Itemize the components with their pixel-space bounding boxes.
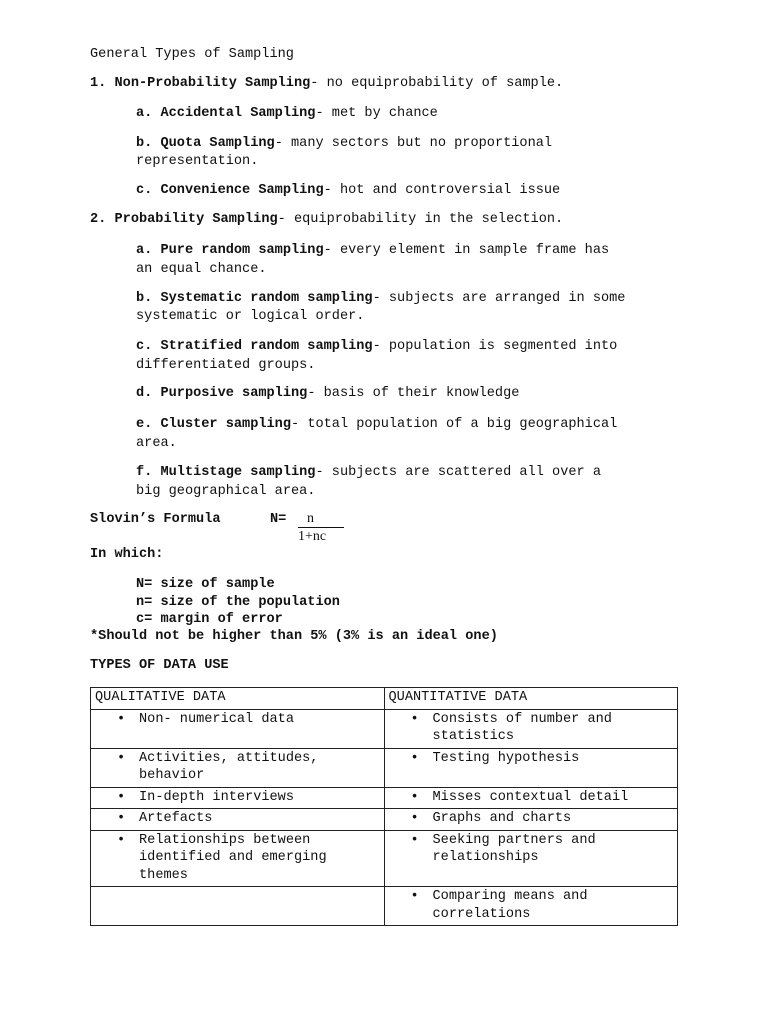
- table-cell: • Relationships between identified and emerging themes: [91, 830, 385, 887]
- data-types-table: [90, 687, 678, 926]
- section-1-title: Non-Probability Sampling: [114, 76, 311, 91]
- section-2-heading: [90, 212, 563, 227]
- bullet-icon: •: [117, 811, 126, 826]
- table-cell: • Artefacts: [91, 809, 385, 831]
- slovin-note: *Should not be higher than 5% (3% is an ideal one): [90, 629, 498, 644]
- page-title: [90, 47, 294, 62]
- definition-item: c= margin of error: [136, 612, 283, 627]
- table-cell: • Non- numerical data: [91, 709, 385, 748]
- item-desc: - basis of their knowledge: [307, 386, 520, 401]
- in-which-label: In which:: [90, 547, 164, 562]
- bullet-icon: •: [410, 811, 419, 826]
- bullet-icon: •: [117, 711, 126, 727]
- types-heading: TYPES OF DATA USE: [90, 658, 229, 673]
- item-desc-cont: an equal chance.: [136, 262, 267, 277]
- item-label: a. Pure random sampling: [136, 243, 324, 258]
- fraction-bar: [298, 527, 344, 528]
- item-label: c. Convenience Sampling: [136, 183, 324, 198]
- section-1-item: [136, 183, 560, 198]
- slovin-lhs: N=: [270, 512, 287, 527]
- section-2-number: 2.: [90, 212, 107, 227]
- slovin-definitions: [136, 576, 340, 629]
- section-2-item: [136, 463, 601, 501]
- section-2-item: [136, 290, 625, 326]
- table-cell: • Testing hypothesis: [384, 748, 678, 787]
- table-cell: • Seeking partners and relationships: [384, 830, 678, 887]
- table-cell: • Misses contextual detail: [384, 787, 678, 809]
- definition-item: N= size of sample: [136, 577, 275, 592]
- bullet-icon: •: [117, 789, 126, 805]
- bullet-icon: •: [117, 832, 126, 848]
- item-desc-cont: representation.: [136, 154, 259, 169]
- item-desc: - every element in sample frame has: [323, 243, 610, 258]
- item-desc: - met by chance: [315, 106, 438, 121]
- table-row: [91, 748, 678, 787]
- section-1-heading: [90, 76, 563, 91]
- table-row: [91, 709, 678, 748]
- table-cell: [91, 887, 385, 926]
- item-label: b. Systematic random sampling: [136, 291, 373, 306]
- section-1-item: [136, 106, 438, 121]
- bullet-icon: •: [410, 889, 419, 904]
- bullet-icon: •: [410, 832, 419, 848]
- item-desc: - hot and controversial issue: [323, 183, 561, 198]
- item-label: a. Accidental Sampling: [136, 106, 316, 121]
- item-desc: - subjects are arranged in some: [372, 291, 626, 306]
- item-desc-cont: systematic or logical order.: [136, 309, 365, 324]
- table-row: [91, 787, 678, 809]
- slovin-numerator: n: [307, 511, 314, 526]
- section-2-item: [136, 337, 617, 375]
- bullet-icon: •: [410, 711, 419, 727]
- table-header-qualitative: QUALITATIVE DATA: [91, 688, 385, 710]
- page-title-text: General Types of Sampling: [90, 47, 294, 62]
- table-header-quantitative: QUANTITATIVE DATA: [384, 688, 678, 710]
- table-cell: • Consists of number and statistics: [384, 709, 678, 748]
- table-row: [91, 809, 678, 831]
- item-label: d. Purposive sampling: [136, 386, 308, 401]
- table-cell: • Activities, attitudes, behavior: [91, 748, 385, 787]
- section-2-item: [136, 386, 519, 401]
- slovin-label: Slovin’s Formula: [90, 512, 221, 527]
- section-2-title: Probability Sampling: [114, 212, 278, 227]
- bullet-icon: •: [410, 789, 419, 805]
- table-cell: • In-depth interviews: [91, 787, 385, 809]
- item-desc-cont: area.: [136, 436, 177, 451]
- table-header-row: [91, 688, 678, 710]
- section-1-item: [136, 135, 552, 171]
- item-label: c. Stratified random sampling: [136, 339, 373, 354]
- item-desc: - total population of a big geographical: [291, 417, 618, 432]
- section-2-item: [136, 415, 617, 453]
- table-row: [91, 830, 678, 887]
- table-cell: • Comparing means and correlations: [384, 887, 678, 926]
- slovin-denominator: 1+nc: [298, 529, 327, 544]
- item-label: b. Quota Sampling: [136, 136, 275, 151]
- section-2-desc: - equiprobability in the selection.: [277, 212, 564, 227]
- section-2-item: [136, 241, 609, 279]
- section-1-desc: - no equiprobability of sample.: [310, 76, 564, 91]
- section-1-number: 1.: [90, 76, 107, 91]
- table-row: [91, 887, 678, 926]
- item-desc: - subjects are scattered all over a: [315, 465, 601, 480]
- bullet-icon: •: [117, 750, 126, 766]
- bullet-icon: •: [410, 750, 419, 766]
- item-desc-cont: differentiated groups.: [136, 358, 316, 373]
- definition-item: n= size of the population: [136, 594, 340, 610]
- item-desc: - population is segmented into: [372, 339, 618, 354]
- item-desc: - many sectors but no proportional: [274, 136, 553, 151]
- item-desc-cont: big geographical area.: [136, 484, 316, 499]
- item-label: f. Multistage sampling: [136, 465, 316, 480]
- table-cell: • Graphs and charts: [384, 809, 678, 831]
- item-label: e. Cluster sampling: [136, 417, 291, 432]
